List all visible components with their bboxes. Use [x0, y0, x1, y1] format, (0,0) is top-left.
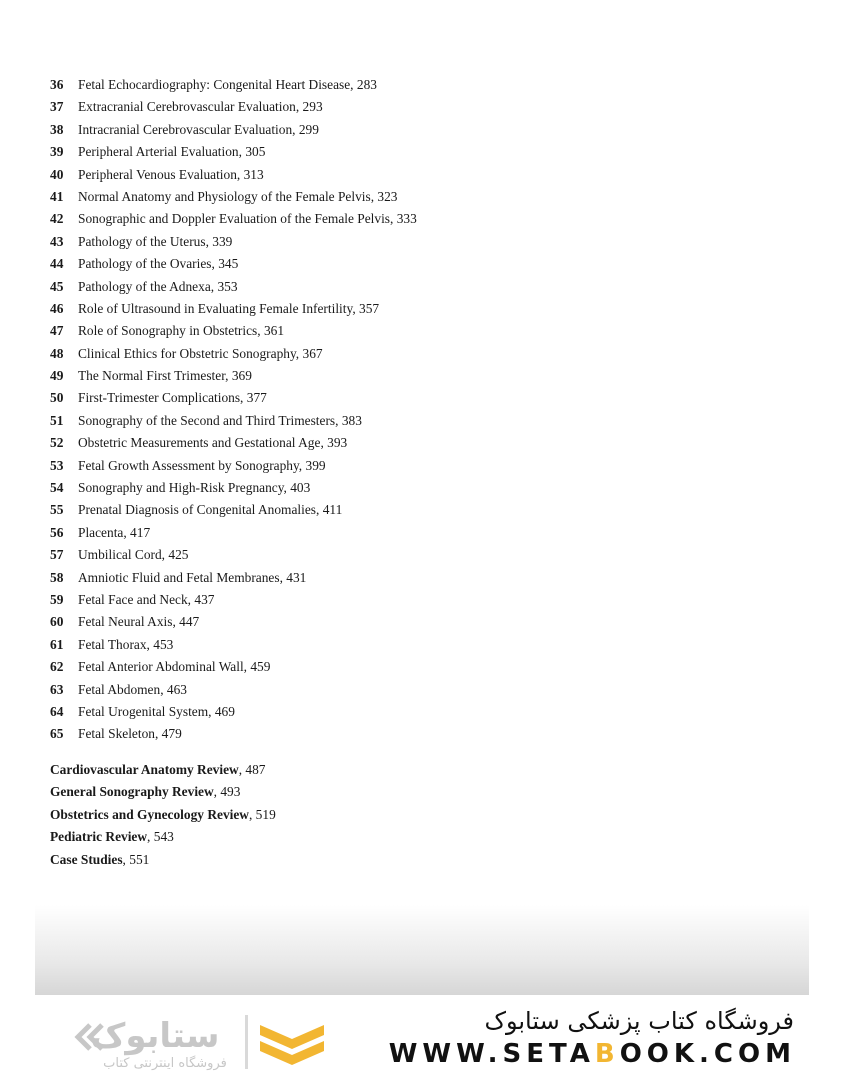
chapter-title: Placenta, 417 [78, 524, 151, 540]
toc-entry [50, 298, 750, 320]
chapter-title: Fetal Skeleton, 479 [78, 726, 182, 742]
logo-subtext: فروشگاه اینترنتی کتاب [103, 1056, 227, 1071]
chapter-number: 52 [50, 435, 64, 451]
chapter-number: 45 [50, 278, 64, 294]
review-entry [50, 849, 750, 871]
chapter-title: The Normal First Trimester, 369 [78, 368, 252, 384]
toc-entry [50, 208, 750, 230]
toc-entry [50, 432, 750, 454]
toc-entry [50, 544, 750, 566]
chapter-number: 54 [50, 480, 64, 496]
chapter-title: Sonography of the Second and Third Trimesters, 383 [78, 412, 362, 428]
chapter-title: Sonographic and Doppler Evaluation of the Female Pelvis, 333 [78, 211, 417, 227]
chapter-title: Fetal Abdomen, 463 [78, 681, 187, 697]
review-entry [50, 804, 750, 826]
chapter-number: 37 [50, 99, 64, 115]
toc-entry [50, 231, 750, 253]
chapter-title: Extracranial Cerebrovascular Evaluation, 293 [78, 99, 323, 115]
chapter-title: Pathology of the Ovaries, 345 [78, 256, 239, 272]
chapter-title: Fetal Growth Assessment by Sonography, 399 [78, 457, 326, 473]
toc-entry [50, 567, 750, 589]
toc-entry [50, 723, 750, 745]
review-page: , 493 [213, 784, 241, 800]
chapter-title: Fetal Echocardiography: Congenital Heart Disease, 283 [78, 77, 377, 92]
chapter-title: Amniotic Fluid and Fetal Membranes, 431 [78, 569, 307, 585]
toc-entry [50, 141, 750, 163]
review-entry [50, 781, 750, 803]
toc-entry [50, 253, 750, 275]
toc-entry [50, 365, 750, 387]
chapter-number: 47 [50, 323, 64, 339]
setabook-logo [70, 1007, 330, 1073]
chapter-number: 40 [50, 166, 64, 182]
toc-entry [50, 164, 750, 186]
toc-entry [50, 186, 750, 208]
chapter-number: 57 [50, 547, 64, 563]
chapter-number: 56 [50, 524, 64, 540]
chapter-title: Peripheral Arterial Evaluation, 305 [78, 144, 266, 160]
chapter-title: Fetal Urogenital System, 469 [78, 703, 235, 719]
review-title: Pediatric Review [50, 829, 148, 845]
toc-entry [50, 589, 750, 611]
review-entry [50, 759, 750, 781]
toc-entry [50, 611, 750, 633]
toc-entry [50, 679, 750, 701]
chapter-number: 60 [50, 614, 64, 630]
toc-entry [50, 276, 750, 298]
page-shadow [35, 905, 809, 995]
review-entry [50, 826, 750, 848]
chapter-number: 50 [50, 390, 64, 406]
chapter-title: Sonography and High-Risk Pregnancy, 403 [78, 480, 311, 496]
toc-entry [50, 477, 750, 499]
chapter-number: 53 [50, 457, 64, 473]
chapter-number: 44 [50, 256, 64, 272]
chapter-number: 38 [50, 121, 64, 137]
toc-entry [50, 320, 750, 342]
chapter-number: 62 [50, 659, 64, 675]
toc-entry [50, 455, 750, 477]
chapter-number: 42 [50, 211, 64, 227]
chapter-number: 58 [50, 569, 64, 585]
chapter-title: Normal Anatomy and Physiology of the Female Pelvis, 323 [78, 188, 398, 204]
toc-entry [50, 74, 750, 96]
chapter-number: 48 [50, 345, 64, 361]
chapter-title: Obstetric Measurements and Gestational Age, 393 [78, 435, 348, 451]
chapter-number: 36 [50, 77, 64, 92]
chapter-number: 39 [50, 144, 64, 160]
footer-banner [0, 995, 844, 1080]
chapter-title: Umbilical Cord, 425 [78, 547, 189, 563]
toc-entry [50, 656, 750, 678]
review-title: Case Studies [50, 851, 123, 867]
chapter-title: Fetal Face and Neck, 437 [78, 591, 215, 607]
toc-entry [50, 634, 750, 656]
chapter-title: Peripheral Venous Evaluation, 313 [78, 166, 264, 182]
chapter-title: Role of Ultrasound in Evaluating Female Infertility, 357 [78, 300, 380, 316]
review-page: , 551 [122, 851, 150, 867]
toc-entry [50, 119, 750, 141]
review-title: General Sonography Review [50, 784, 214, 800]
chapter-title: Fetal Thorax, 453 [78, 636, 174, 652]
review-sections [50, 759, 750, 871]
chapter-number: 64 [50, 703, 64, 719]
logo-divider [245, 1015, 248, 1069]
review-page: , 487 [238, 762, 266, 777]
store-url: WWW.SETABOOK.COM [388, 1039, 796, 1069]
toc-entry [50, 96, 750, 118]
toc-entry [50, 701, 750, 723]
chapter-title: Fetal Anterior Abdominal Wall, 459 [78, 659, 271, 675]
review-page: , 519 [248, 806, 276, 822]
chapter-title: Pathology of the Uterus, 339 [78, 233, 233, 249]
table-of-contents [50, 74, 750, 746]
chapter-number: 51 [50, 412, 64, 428]
toc-entry [50, 343, 750, 365]
toc-entry [50, 387, 750, 409]
chapter-number: 46 [50, 300, 64, 316]
chapter-number: 55 [50, 502, 64, 518]
chapter-number: 61 [50, 636, 64, 652]
chapter-title: Intracranial Cerebrovascular Evaluation, 299 [78, 121, 319, 137]
chapter-title: Fetal Neural Axis, 447 [78, 614, 200, 630]
chapter-title: Pathology of the Adnexa, 353 [78, 278, 238, 294]
logo-text: ستابوک [90, 1016, 220, 1056]
chapter-title: Role of Sonography in Obstetrics, 361 [78, 323, 285, 339]
toc-entry [50, 522, 750, 544]
chapter-number: 59 [50, 591, 64, 607]
chapter-title: First-Trimester Complications, 377 [78, 390, 267, 406]
review-page: , 543 [147, 829, 174, 845]
toc-entry [50, 410, 750, 432]
store-name: فروشگاه کتاب پزشکی ستابوک [484, 1007, 794, 1035]
chapter-number: 49 [50, 368, 64, 384]
toc-entry [50, 499, 750, 521]
review-title: Cardiovascular Anatomy Review [50, 762, 239, 777]
chapter-number: 41 [50, 188, 64, 204]
chapter-number: 65 [50, 726, 64, 742]
chapter-title: Clinical Ethics for Obstetric Sonography, 367 [78, 345, 323, 361]
review-title: Obstetrics and Gynecology Review [50, 806, 249, 822]
chapter-number: 43 [50, 233, 64, 249]
chapter-title: Prenatal Diagnosis of Congenital Anomalies, 411 [78, 502, 343, 518]
chapter-number: 63 [50, 681, 64, 697]
